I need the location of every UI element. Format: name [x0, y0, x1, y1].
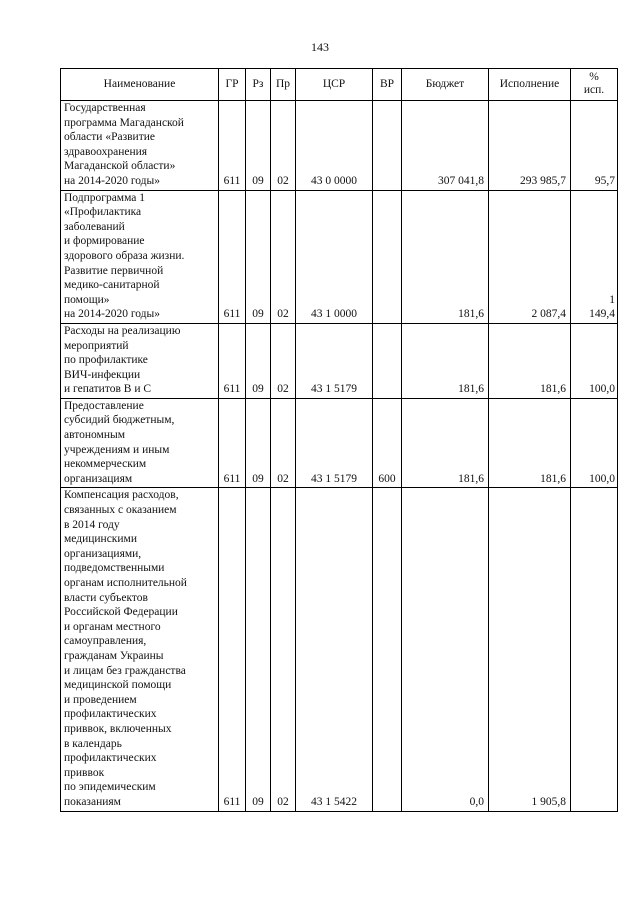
row-budget: 181,6: [402, 398, 489, 488]
row-percent: 100,0: [571, 323, 618, 398]
table-row: [61, 101, 618, 191]
row-rz: 09: [246, 101, 271, 191]
row-vr: [373, 101, 402, 191]
row-budget: 181,6: [402, 190, 489, 323]
row-pr: 02: [271, 190, 296, 323]
col-header-name: Наименование: [61, 69, 219, 101]
row-csr: 43 1 5179: [296, 398, 373, 488]
row-execution: 1 905,8: [489, 488, 571, 811]
col-header-percent: % исп.: [571, 69, 618, 101]
budget-table: [60, 68, 618, 812]
col-header-vr: ВР: [373, 69, 402, 101]
table-row: [61, 190, 618, 323]
row-name: Предоставление субсидий бюджетным, автономным учреждениям и иным некоммерческим организациям: [61, 398, 219, 488]
row-name: Подпрограмма 1 «Профилактика заболеваний и формирование здорового образа жизни. Развитие первичной медико-санитарной помощи» на 2014-2020 годы»: [61, 190, 219, 323]
col-header-rz: Рз: [246, 69, 271, 101]
col-header-pr: Пр: [271, 69, 296, 101]
col-header-csr: ЦСР: [296, 69, 373, 101]
row-pr: 02: [271, 101, 296, 191]
row-csr: 43 0 0000: [296, 101, 373, 191]
row-rz: 09: [246, 398, 271, 488]
row-vr: [373, 190, 402, 323]
page-number: 143: [311, 40, 329, 54]
row-gr: 611: [219, 101, 246, 191]
row-csr: 43 1 5422: [296, 488, 373, 811]
row-budget: 307 041,8: [402, 101, 489, 191]
row-execution: 181,6: [489, 398, 571, 488]
row-budget: 181,6: [402, 323, 489, 398]
row-vr: [373, 323, 402, 398]
row-vr: 600: [373, 398, 402, 488]
row-rz: 09: [246, 190, 271, 323]
row-name: Государственная программа Магаданской области «Развитие здравоохранения Магаданской области» на 2014-2020 годы»: [61, 101, 219, 191]
col-header-gr: ГР: [219, 69, 246, 101]
table-header-row: [61, 69, 618, 101]
col-header-budget: Бюджет: [402, 69, 489, 101]
row-percent: 1 149,4: [571, 190, 618, 323]
table-row: [61, 323, 618, 398]
row-percent: 95,7: [571, 101, 618, 191]
row-budget: 0,0: [402, 488, 489, 811]
row-vr: [373, 488, 402, 811]
row-name: Компенсация расходов, связанных с оказанием в 2014 году медицинскими организациями, подведомственными органам исполнительной власти субъектов Российской Федерации и органам местного самоуправления, гражданам Украины и лицам без гражданства медицинской помощи и проведением профилактических приввок, включенных в календарь профилактических приввок по эпидемическим показаниям: [61, 488, 219, 811]
row-pr: 02: [271, 323, 296, 398]
table-row: [61, 488, 618, 811]
col-header-execution: Исполнение: [489, 69, 571, 101]
row-gr: 611: [219, 190, 246, 323]
row-execution: 181,6: [489, 323, 571, 398]
table-row: [61, 398, 618, 488]
row-gr: 611: [219, 323, 246, 398]
row-csr: 43 1 5179: [296, 323, 373, 398]
row-pr: 02: [271, 488, 296, 811]
row-execution: 2 087,4: [489, 190, 571, 323]
row-gr: 611: [219, 488, 246, 811]
row-gr: 611: [219, 398, 246, 488]
row-execution: 293 985,7: [489, 101, 571, 191]
row-percent: 100,0: [571, 398, 618, 488]
row-csr: 43 1 0000: [296, 190, 373, 323]
row-percent: [571, 488, 618, 811]
row-name: Расходы на реализацию мероприятий по профилактике ВИЧ-инфекции и гепатитов В и С: [61, 323, 219, 398]
row-rz: 09: [246, 323, 271, 398]
row-rz: 09: [246, 488, 271, 811]
row-pr: 02: [271, 398, 296, 488]
